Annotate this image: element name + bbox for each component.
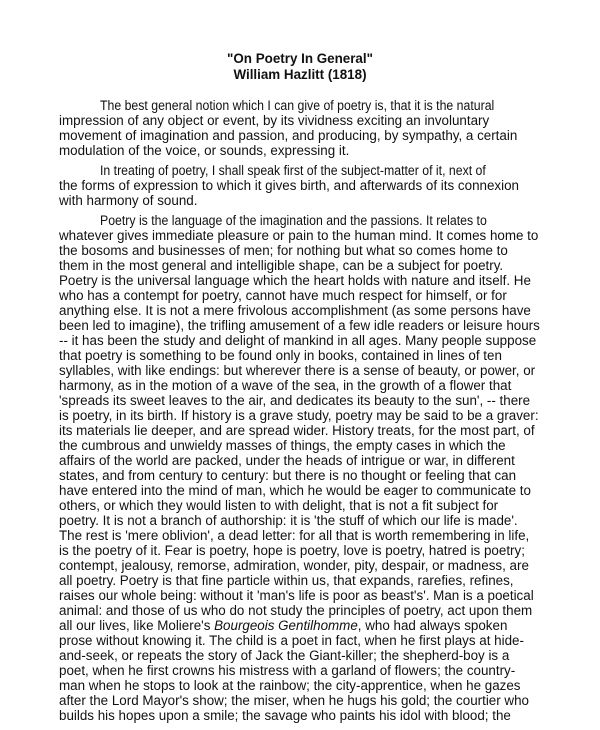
document-title: "On Poetry In General" — [227, 51, 373, 66]
paragraph-line: contempt, jealousy, remorse, admiration, wonder, pity, despair, or madness, are — [59, 558, 529, 573]
paragraph-line: Poetry is the language of the imagination and the passions. It relates to — [100, 213, 487, 228]
paragraph-line: have entered into the mind of man, which he would be eager to communicate to — [59, 483, 531, 498]
paragraph-line-with-italic — [59, 618, 559, 633]
paragraph-line: In treating of poetry, I shall speak first of the subject-matter of it, next of — [100, 163, 486, 178]
paragraph-line: all poetry. Poetry is that fine particle within us, that expands, rarefies, refines, — [59, 573, 514, 588]
paragraph-line: 'spreads its sweet leaves to the air, and dedicates its beauty to the sun', -- there — [59, 393, 531, 408]
line-tail-text: , who had always spoken — [357, 618, 508, 633]
paragraph-line: is the poetry of it. Fear is poetry, hope is poetry, love is poetry, hatred is poetry; — [59, 543, 525, 558]
paragraph-line: impression of any object or event, by its vividness exciting an involuntary — [59, 113, 490, 128]
paragraph-line: raises our whole being: without it 'man's life is poor as beast's'. Man is a poetical — [59, 588, 534, 603]
paragraph-line: Poetry is the universal language which the heart holds with nature and itself. He — [59, 273, 531, 288]
paragraph-line: anything else. It is not a mere frivolous accomplishment (as some persons have — [59, 303, 531, 318]
author-line: William Hazlitt (1818) — [233, 67, 367, 82]
paragraph-line: been led to imagine), the trifling amusement of a few idle readers or leisure hours — [59, 318, 540, 333]
paragraph-line: -- it has been the study and delight of mankind in all ages. Many people suppose — [59, 333, 537, 348]
paragraph-line: poet, when he first crowns his mistress with a garland of flowers; the country- — [59, 663, 516, 678]
paragraph-line: the bosoms and businesses of men; for nothing but what so comes home to — [59, 243, 508, 258]
paragraph-line: harmony, as in the motion of a wave of the sea, in the growth of a flower that — [59, 378, 512, 393]
paragraph-line: after the Lord Mayor's show; the miser, when he hugs his gold; the courtier who — [59, 693, 529, 708]
paragraph-line: The rest is 'mere oblivion', a dead letter: for all that is worth remembering in life, — [59, 528, 530, 543]
paragraph-line: whatever gives immediate pleasure or pain to the human mind. It comes home to — [59, 228, 539, 243]
paragraph-line: its materials lie deeper, and are spread wider. History treats, for the most part, of — [59, 423, 535, 438]
paragraph-line: with harmony of sound. — [59, 193, 198, 208]
paragraph-line: them in the most general and intelligible shape, can be a subject for poetry. — [59, 258, 504, 273]
paragraph-line: man when he stops to look at the rainbow; the city-apprentice, when he gazes — [59, 678, 521, 693]
paragraph-line: who has a contempt for poetry, cannot have much respect for himself, or for — [59, 288, 507, 303]
paragraph-line: affairs of the world are packed, under the heads of intrigue or war, in different — [59, 453, 515, 468]
paragraph-line: states, and from century to century: but there is no thought or feeling that can — [59, 468, 517, 483]
line-lead-text: all our lives, like Moliere's — [59, 618, 215, 633]
paragraph-line: animal: and those of us who do not study the principles of poetry, act upon them — [59, 603, 533, 618]
paragraph-line: syllables, with like endings: but wherever there is a sense of beauty, or power, or — [59, 363, 536, 378]
paragraph-line: the forms of expression to which it gives birth, and afterwards of its connexion — [59, 178, 519, 193]
italic-work-title: Bourgeois Gentilhomme — [214, 618, 358, 633]
paragraph-line: prose without knowing it. The child is a poet in fact, when he first plays at hide- — [59, 633, 524, 648]
paragraph-line: is poetry, in its birth. If history is a grave study, poetry may be said to be a graver: — [59, 408, 539, 423]
paragraph-line: that poetry is something to be found only in books, contained in lines of ten — [59, 348, 502, 363]
paragraph-line: and-seek, or repeats the story of Jack the Giant-killer; the shepherd-boy is a — [59, 648, 510, 663]
paragraph-line: the cumbrous and unwieldy masses of things, the empty cases in which the — [59, 438, 506, 453]
paragraph-line: builds his hopes upon a smile; the savage who paints his idol with blood; the — [59, 708, 511, 723]
paragraph-line: The best general notion which I can give of poetry is, that it is the natural — [100, 98, 495, 113]
paragraph-line: modulation of the voice, or sounds, expressing it. — [59, 143, 350, 158]
paragraph-line: poetry. It is not a branch of authorship: it is 'the stuff of which our life is made'. — [59, 513, 518, 528]
paragraph-line: movement of imagination and passion, and producing, by sympathy, a certain — [59, 128, 518, 143]
paragraph-line: others, or which they would listen to with delight, that is not a fit subject for — [59, 498, 499, 513]
